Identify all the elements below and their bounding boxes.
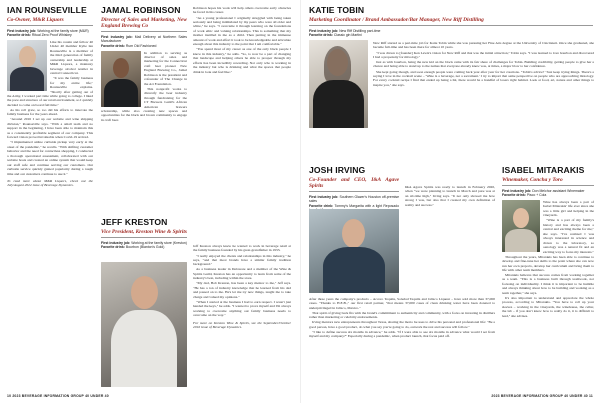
ian-paragraph: Like his cousin and fellow 40 Under 40 member Kylie Ian Rounseville is a member of the third generation of family ownership and leadership at M&R Liquors, a mainstay beverage alcohol retailer in central Connecticut. bbox=[50, 40, 93, 76]
ian-drink: Favorite drink: Ritual Zero Proof Whiskey bbox=[7, 33, 72, 37]
jeff-photo-shirt bbox=[111, 310, 177, 387]
isabel-name: ISABEL MITARAKIS bbox=[502, 165, 585, 175]
jeff-paragraph: As a business leader in Delaware and a member of the Wine & Spirits Guild, Kreston has an opportunity to learn from some of the industry's best, including within the store. bbox=[193, 267, 291, 281]
katie-column bbox=[373, 41, 594, 88]
page-footer-left: 10 2023 BEVERAGE INFORMATION GROUP 40 UNDER 40 bbox=[7, 394, 109, 398]
josh-paragraph: "I like to define success six months in advance," he adds. "If I were able to see six months in advance what would I set from myself and my company?" Especially during a pandemic, when product launch, that focus paid off. bbox=[309, 329, 495, 339]
jeff-paragraph: "When I started at the business I had to earn respect. I wasn't just handed the keys," he adds. "I wanted to prove myself and I'm always working to overcome anything our family business needs to overcome on the way." bbox=[193, 299, 291, 318]
katie-paragraph: Just as with bourbon, being the new kid on the block came with its fair share of challenges for Tobin. Building credibility, getting people to give her a chance and being able to stand up to the names that everyone already knew was, at times, a major blow to her confidence. bbox=[373, 60, 594, 69]
jamal-column-a bbox=[101, 6, 187, 123]
josh-paragraph: I&A Agave Spirits was ready to launch in February 2020, when "we were planning to launch in March and pure was at an all-time high," Irving says. "It not only showed me how strong I was, but also that I created my own definition of reality and success." bbox=[405, 185, 495, 207]
josh-name: JOSH IRVING bbox=[309, 165, 366, 175]
josh-header bbox=[309, 166, 399, 213]
jamal-photo bbox=[101, 51, 141, 107]
jeff-paragraph: "I really enjoyed the clients and relationships in this industry," he says, "and that most brands have a similar family tradition background." bbox=[193, 253, 291, 267]
divider bbox=[101, 31, 187, 32]
isabel-paragraph: Mitarakis believes that success comes from working together as a team. "This is a business built through teamwork, not focusing on individuality. I think it is important to be humble and always thinking about how to be building and working as a team together," she says. bbox=[502, 273, 594, 295]
josh-first-job: First industry job: Southern Glazer's Houston off-premise sales bbox=[309, 194, 399, 203]
katie-photo-hair bbox=[324, 46, 351, 84]
jeff-note: For more on Kreston Wine & Spirits, see the September/October 2016 issue of Beverage Dynamics. bbox=[193, 320, 291, 330]
josh-column-wide bbox=[309, 297, 495, 339]
isabel-photo bbox=[502, 200, 540, 252]
katie-role: Marketing Coordinator / Brand Ambassador/Bar Manager, New Riff Distilling bbox=[309, 16, 484, 23]
jeff-paragraph: Jeff Kreston always knew he wanted to work in beverage retail at the family business founded by his great-grandfather in 1933. bbox=[193, 244, 291, 253]
jamal-paragraph: Robinson hopes his work will help others overcome early obstacles he faced in his career. bbox=[193, 6, 291, 15]
katie-drink: Favorite drink: Classic gin Martini bbox=[309, 33, 362, 37]
katie-paragraph: "I was drawn to [founder] Ken Lewis's vision for New Riff and that was the initial attraction," Tobin says. "I was learned to love bourbon and discovered I had a propensity for mixology." bbox=[373, 50, 594, 59]
ian-paragraph: As his roll grew, so too did his efforts to innovate the family business for the years ahead. bbox=[7, 107, 93, 117]
divider bbox=[7, 25, 93, 26]
right-page bbox=[300, 0, 600, 403]
jeff-column-b bbox=[193, 244, 291, 330]
jamal-first-job: First industry job: Mail Delivery at Northern Sales Manufacturer bbox=[101, 34, 187, 43]
katie-header bbox=[309, 6, 593, 38]
josh-paragraph: Irving mentors new entrepreneurs throughout Texas, sharing the motto he uses to drive his personal and professional life: "Be a good person, have a good product, do what you say you're going to do, outwork the rest and success will follow." bbox=[309, 320, 495, 329]
ian-photo-wrap bbox=[7, 40, 47, 91]
isabel-drink: Favorite drink: Pisco + Cola bbox=[502, 193, 547, 197]
jamal-paragraph: In addition to serving as director of sales and marketing for the Connecticut craft beer pioneer New England Brewing Co., Jamal Robinson is the president and cofounder of The Change in the Art Foundation. bbox=[144, 50, 187, 86]
ian-name: IAN ROUNSEVILLE bbox=[7, 5, 87, 15]
isabel-column bbox=[502, 166, 594, 319]
jeff-drink: Favorite drink: Bourbon (Blanton's Gold) bbox=[101, 245, 165, 249]
katie-paragraph: She kept going though, and soon enough people were coming back year after year for her creations. "Tobin's advice? "Just keep trying things. There's a saying I love in the cocktail scene – 'Wine is a beverage, not a sacrament.' I try to impart that same perspective on people who are approaching mixology. For every cocktail recipe I find that ended up being a hit, there would be a handful of losers right behind. Look at food, art, nature and other things to inspire you," she says. bbox=[373, 69, 594, 87]
josh-paragraph: That spirit of giving back fits with the brand's commitment to authenticity and community, with a focus on investing in distillers rather than marketing or celebrity endorsements. bbox=[309, 310, 495, 320]
katie-photo bbox=[309, 40, 368, 128]
jeff-name: JEFF KRESTON bbox=[101, 217, 168, 227]
katie-paragraph: New Riff started as a part-time job for Katie Tobin while she was pursuing her Fine Arts degree at the University of Cincinnati. Once she graduated, she became full-time and has been there for almost 10 years. bbox=[373, 41, 594, 50]
katie-name: KATIE TOBIN bbox=[309, 5, 365, 15]
katie-first-job: First industry job: New Riff Distilling part-time bbox=[309, 28, 381, 33]
isabel-paragraph: Throughout the years, Mitarakis has been able to continue to develop and fine-tune her skills to the point where she can now run her own projects, develop her curriculum and bring them to life with other team members. bbox=[502, 254, 594, 272]
isabel-role: Winemaker, Concha y Toro bbox=[502, 176, 563, 183]
jeff-photo-face bbox=[131, 276, 158, 309]
jamal-name: JAMAL ROBINSON bbox=[101, 5, 181, 15]
isabel-paragraph: Wine has always been a part of Isabel Mitarakis' life ever since she was a little girl and helping in the vineyards. bbox=[543, 200, 594, 218]
jamal-paragraph: This nonprofit works to diversify the beer industry through fundraising for the CT Brewers Guild's African American brewers scholarship, while also creating new spaces and opportunities for the black and brown community to engage in craft beer. bbox=[101, 86, 187, 122]
isabel-paragraph: "Wine is a part of my family's history and has always been a central and exciting theme for me," she says. "I've realized I was always interested in science and drawn to the laboratory, so oenology was a natural fit and an exciting way to focus my interests." bbox=[543, 218, 594, 254]
ian-paragraph: "It was the family business for my entire life," Rounseville explains. "Shortly after getting out of the Army, I worked part time while going to college. I liked the pace and structure of our retail environment, so I quickly decided to come on board full time." bbox=[7, 76, 93, 107]
isabel-first-job: First industry job: Don Melchor assistant Winemaker bbox=[502, 188, 585, 193]
jeff-photo bbox=[101, 262, 187, 387]
ian-photo-face bbox=[19, 46, 36, 67]
ian-paragraph: "I implemented online curbside pickup very early at the onset of the pandemic," he recalls. "With shifting customer behavior and the need for contactless shopping, I conducted a thorough operational assessment, collaborated with our website hosts and created an online system that would keep our staff safe and continue serving our customers. Our curbside service quickly gained popularity during a tough time and our customers continue to use it." bbox=[7, 140, 93, 176]
jamal-drink: Favorite drink: Rum Old Fashioned bbox=[101, 43, 157, 48]
isabel-paragraph: It's also important to understand and appreciate the whole process, according to Mitarakis. "You have to roll up your sleeves – working in the vineyards, the winehouse, the cellar, the lab – if you don't know how to really do it, it is difficult to lead," she advises. bbox=[502, 295, 594, 318]
isabel-photo-shirt bbox=[505, 229, 537, 252]
jeff-paragraph: "My dad, Bob Kreston, has been a key mentor to me," Jeff says. "He has a ton of industry knowledge that he learned from his dad and passed on to me. He's let me try new things, taught me to take charge and valued my opinions." bbox=[193, 281, 291, 299]
josh-photo-shirt bbox=[323, 247, 385, 293]
jeff-first-job: First industry job: Working at the family store (Kreston) bbox=[101, 240, 187, 245]
jamal-column-b bbox=[193, 6, 291, 75]
ian-role: Co-Owner, M&R Liquors bbox=[7, 16, 64, 23]
ian-column bbox=[7, 6, 93, 188]
jamal-paragraph: "You spend most of my career as one of the only black people I know in this industry," he adds. "So, to now be a part of changing that landscape and helping others be able to prosper through my efforts has been incredibly rewarding. Not only who is working in the industry but who is drinking and what the spaces that people drink in look and feel like." bbox=[193, 47, 291, 74]
ian-photo bbox=[7, 40, 47, 91]
divider bbox=[502, 185, 594, 186]
josh-paragraph: After three years the company's products – Accoro Tequila, Soledad Tequila and Jalisco Liqueur – have sold more than 37,000 cases. "Thanks to H.E.B.," our first retail partner, "that means 37,000 cases of clean drinking water have been donated to underprivileged in Jalisco, Mexico." bbox=[309, 297, 495, 310]
jamal-photo-shirt bbox=[104, 79, 138, 107]
jamal-photo-face bbox=[113, 58, 129, 78]
divider bbox=[309, 191, 399, 192]
page-footer-right: 2023 BEVERAGE INFORMATION GROUP 40 UNDER 40 11 bbox=[491, 394, 593, 398]
josh-photo bbox=[309, 209, 399, 293]
katie-photo-shirt bbox=[313, 80, 364, 128]
josh-drink: Favorite drink: Tommy's Margarita with a light Reposado bbox=[309, 203, 399, 208]
ian-first-job: First industry job: Working at the family store (M&R) bbox=[7, 28, 89, 33]
jamal-paragraph: "As a young professional I originally struggled with being taken seriously and being intimidated by my peers who were all older and white," he says. "I overcame it through learning on the foundations of work ethic and valuing relationships. This is something that my mother instilled in me as a child. Then putting in the immense amount of work and effort it took to be knowledgeable and articulate enough about this industry to the point that I am comfortable." bbox=[193, 15, 291, 47]
divider bbox=[309, 25, 593, 26]
isabel-photo-face bbox=[513, 208, 529, 228]
isabel-photo-wrap bbox=[502, 200, 540, 252]
jeff-header bbox=[101, 218, 187, 250]
jamal-photo-wrap bbox=[101, 51, 141, 107]
josh-photo-face bbox=[342, 219, 365, 248]
divider bbox=[101, 237, 187, 238]
josh-column bbox=[405, 185, 495, 208]
jamal-role: Director of Sales and Marketing, New England Brewing Co bbox=[101, 16, 187, 29]
ian-photo-shirt bbox=[10, 67, 44, 91]
ian-note: To read more about M&R Liquors, check out the July/August 2022 issue of Beverage Dynamics. bbox=[7, 178, 93, 188]
ian-paragraph: "Around 2016 I set up our website and wine shipping division," Rounseville says. "With a small team and no support in the beginning, I have been able to maintain this as a consistently profitable segment of our company. This forward vision proved invaluable when Covid-19 arrived. bbox=[7, 117, 93, 140]
jeff-role: Vice President, Kreston Wine & Spirits bbox=[101, 228, 187, 235]
josh-role: Co-Founder and CEO, I&A Agave Spirits bbox=[309, 176, 399, 189]
